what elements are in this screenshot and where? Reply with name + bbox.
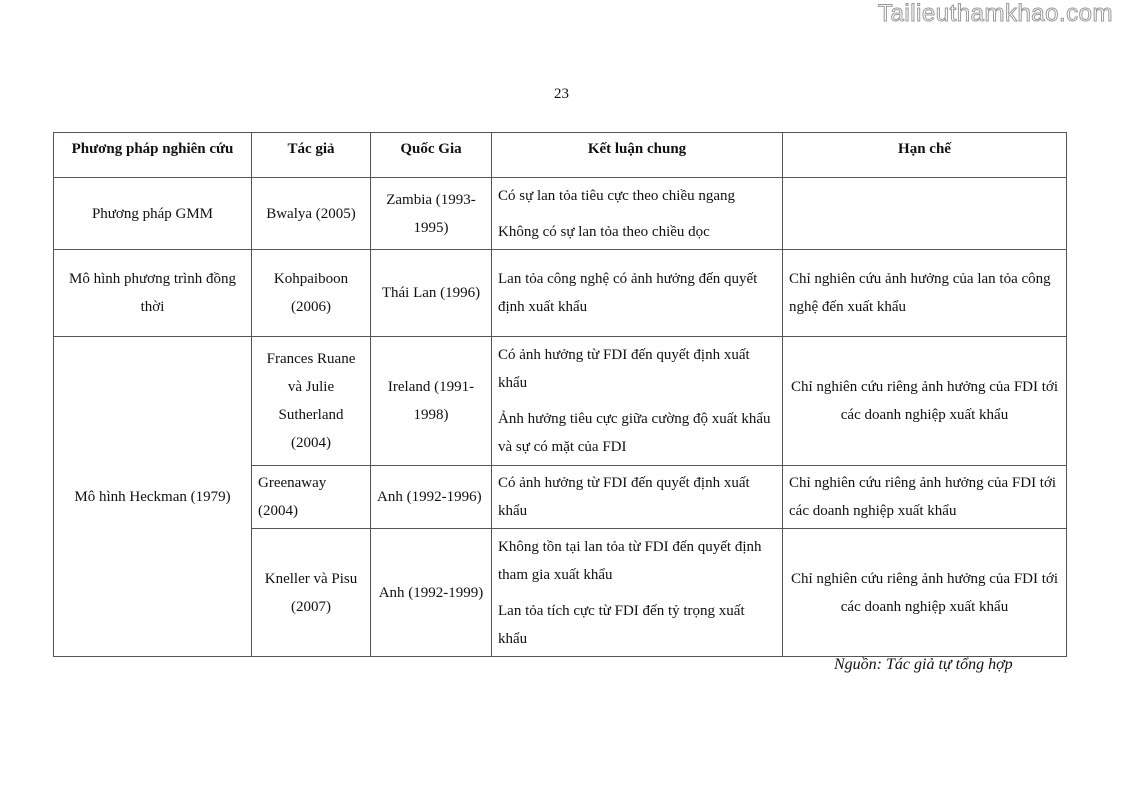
method-cell: Mô hình Heckman (1979) [54, 337, 252, 657]
source-note: Nguồn: Tác giả tự tổng hợp [834, 656, 1013, 673]
header-country: Quốc Gia [371, 133, 492, 178]
table-header-row [54, 133, 1067, 178]
conclusion-text: Không có sự lan tỏa theo chiều dọc [498, 223, 710, 240]
conclusion-cell [492, 529, 783, 657]
limitation-cell: Chỉ nghiên cứu riêng ảnh hưởng của FDI tới các doanh nghiệp xuất khẩu [783, 337, 1067, 466]
conclusion-text: Ảnh hưởng tiêu cực giữa cường độ xuất khẩu và sự có mặt của FDI [498, 411, 771, 455]
conclusion-text: Lan tỏa công nghệ có ảnh hưởng đến quyết định xuất khẩu [498, 271, 758, 315]
conclusion-text: Có ảnh hưởng từ FDI đến quyết định xuất khẩu [498, 347, 750, 391]
method-cell: Mô hình phương trình đồng thời [54, 250, 252, 337]
author-cell: Kohpaiboon (2006) [252, 250, 371, 337]
limitation-cell: Chỉ nghiên cứu ảnh hưởng của lan tỏa công nghệ đến xuất khẩu [783, 250, 1067, 337]
conclusion-cell [492, 337, 783, 466]
country-cell: Thái Lan (1996) [371, 250, 492, 337]
conclusion-text: Có sự lan tỏa tiêu cực theo chiều ngang [498, 187, 736, 204]
header-limitation: Hạn chế [783, 133, 1067, 178]
country-cell: Anh (1992-1996) [371, 466, 492, 529]
limitation-cell [783, 178, 1067, 250]
header-conclusion: Kết luận chung [492, 133, 783, 178]
conclusion-cell [492, 466, 783, 529]
limitation-cell: Chỉ nghiên cứu riêng ảnh hưởng của FDI tới các doanh nghiệp xuất khẩu [783, 466, 1067, 529]
country-cell: Ireland (1991-1998) [371, 337, 492, 466]
conclusion-text: Có ảnh hưởng từ FDI đến quyết định xuất khẩu [498, 475, 750, 519]
author-cell: Kneller và Pisu (2007) [252, 529, 371, 657]
conclusion-text: Lan tỏa tích cực từ FDI đến tỷ trọng xuất khẩu [498, 602, 745, 647]
author-cell: Frances Ruane và Julie Sutherland (2004) [252, 337, 371, 466]
country-cell: Anh (1992-1999) [371, 529, 492, 657]
watermark: Tailieuthamkhao.com [878, 0, 1113, 27]
conclusion-text: Không tồn tại lan tỏa từ FDI đến quyết định tham gia xuất khẩu [498, 538, 762, 583]
method-cell: Phương pháp GMM [54, 178, 252, 250]
header-author: Tác giả [252, 133, 371, 178]
country-cell: Zambia (1993-1995) [371, 178, 492, 250]
conclusion-cell [492, 178, 783, 250]
table-row [54, 337, 1067, 466]
conclusion-cell [492, 250, 783, 337]
literature-review-table [53, 132, 1067, 657]
table-row [54, 250, 1067, 337]
header-method: Phương pháp nghiên cứu [54, 133, 252, 178]
author-cell: Greenaway (2004) [252, 466, 371, 529]
author-cell: Bwalya (2005) [252, 178, 371, 250]
table-row [54, 178, 1067, 250]
page-number: 23 [554, 86, 569, 102]
limitation-cell: Chỉ nghiên cứu riêng ảnh hưởng của FDI tới các doanh nghiệp xuất khẩu [783, 529, 1067, 657]
